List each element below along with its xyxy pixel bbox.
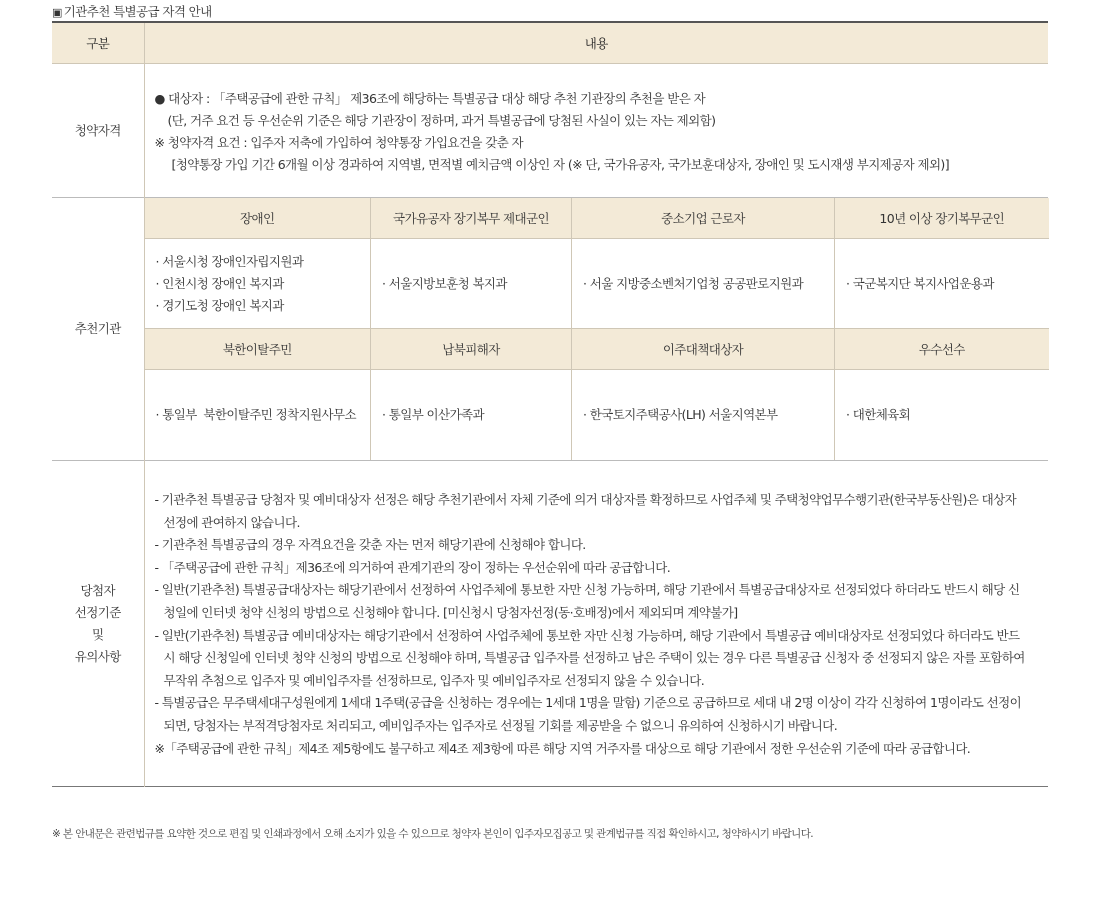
qualification-line: ● 대상자 : 「주택공급에 관한 규칙」 제36조에 해당하는 특별공급 대상 해당 추천 기관장의 추천을 받은 자 — [154, 91, 706, 106]
qualification-row — [52, 64, 1048, 198]
agency-cell — [835, 370, 1049, 461]
agency-cell — [371, 239, 572, 329]
agency-header: 우수선수 — [835, 329, 1049, 370]
agency-item: · 국군복지단 복지사업운용과 — [846, 275, 994, 291]
note-item: - 일반(기관추천) 특별공급대상자는 해당기관에서 선정하여 사업주체에 통보한 자만 신청 가능하며, 해당 기관에서 특별공급대상자로 선정되었다 하더라도 반드시 해당 신청일에 인터넷 청약 신청의 방법으로 신청해야 합니다. [미신청시 당첨자선정(동·호배정)에서 제외되며 계약불가] — [154, 582, 1020, 620]
agency-header-row — [145, 329, 1049, 370]
agencies-row — [52, 198, 1048, 461]
agency-body-row — [145, 370, 1049, 461]
agency-cell — [835, 239, 1049, 329]
agency-header: 이주대책대상자 — [572, 329, 835, 370]
agency-body-row — [145, 239, 1049, 329]
qualification-line: ※ 청약자격 요건 : 입주자 저축에 가입하여 청약통장 가입요건을 갖춘 자 — [154, 135, 524, 150]
section-title: 기관추천 특별공급 자격 안내 — [63, 4, 212, 19]
notes-content — [144, 461, 1048, 787]
notes-label-line: 당첨자 — [80, 582, 115, 598]
agency-cell — [572, 370, 835, 461]
agency-header: 장애인 — [145, 198, 371, 239]
agency-header: 납북피해자 — [371, 329, 572, 370]
notes-label-line: 선정기준 — [74, 604, 121, 620]
agency-cell — [371, 370, 572, 461]
agencies-inner-table — [145, 198, 1049, 460]
square-bullet-icon: ▣ — [52, 6, 62, 19]
agency-item: · 인천시청 장애인 복지과 — [155, 275, 284, 291]
agency-header: 국가유공자 장기복무 제대군인 — [371, 198, 572, 239]
header-category: 구분 — [52, 22, 144, 64]
note-item: - 특별공급은 무주택세대구성원에게 1세대 1주택(공급을 신청하는 경우에는 1세대 1명을 말함) 기준으로 공급하므로 세대 내 2명 이상이 각각 신청하여 1명이라도 선정이 되면, 당첨자는 부적격당첨자로 처리되고, 예비입주자는 입주자로 선정될 기회를 제공받을 수 없으니 유의하여 신청하시기 바랍니다. — [154, 695, 1022, 733]
agency-header: 중소기업 근로자 — [572, 198, 835, 239]
qualification-content — [144, 64, 1048, 198]
agency-cell — [145, 370, 371, 461]
notes-label — [52, 461, 144, 787]
note-item: - 기관추천 특별공급의 경우 자격요건을 갖춘 자는 먼저 해당기관에 신청해야 합니다. — [154, 537, 586, 553]
agency-header: 북한이탈주민 — [145, 329, 371, 370]
qualification-table — [52, 21, 1048, 787]
agency-cell — [145, 239, 371, 329]
agency-cell — [572, 239, 835, 329]
note-item: ※「주택공급에 관한 규칙」제4조 제5항에도 불구하고 제4조 제3항에 따른 해당 지역 거주자를 대상으로 해당 기관에서 정한 우선순위 기준에 따라 공급합니다. — [154, 740, 971, 756]
agency-header: 10년 이상 장기복무군인 — [835, 198, 1049, 239]
table-header-row — [52, 22, 1048, 64]
agency-item: · 서울 지방중소벤처기업청 공공판로지원과 — [583, 275, 804, 291]
agencies-label: 추천기관 — [52, 198, 144, 461]
note-item: - 일반(기관추천) 특별공급 예비대상자는 해당기관에서 선정하여 사업주체에 통보한 자만 신청 가능하며, 해당 기관에서 특별공급 예비대상자로 선정되었다 하더라도 반드시 해당 신청일에 인터넷 청약 신청의 방법으로 신청해야 하며, 특별공급 입주자를 선정하고 남은 주택이 있는 경우 다른 특별공급 신청자 중 선정되지 않은 자를 포함하여 무작위 추첨으로 입주자 및 예비입주자를 선정하므로, 입주자 및 예비입주자로 선정되지 않을 수 있습니다. — [154, 627, 1025, 688]
notes-label-line: 유의사항 — [74, 648, 121, 664]
note-item: - 「주택공급에 관한 규칙」제36조에 의거하여 관계기관의 장이 정하는 우선순위에 따라 공급합니다. — [154, 559, 671, 575]
agency-item: · 서울지방보훈청 복지과 — [382, 275, 507, 291]
qualification-line: [청약통장 가입 기간 6개월 이상 경과하여 지역별, 면적별 예치금액 이상인 자 (※ 단, 국가유공자, 국가보훈대상자, 장애인 및 도시재생 부지제공자 제외)] — [171, 157, 949, 172]
agency-item: · 경기도청 장애인 복지과 — [155, 297, 284, 313]
footnote: ※ 본 안내문은 관련법규를 요약한 것으로 편집 및 인쇄과정에서 오해 소지가 있을 수 있으므로 청약자 본인이 입주자모집공고 및 관계법규를 직접 확인하시고, 청약하시기 바랍니다. — [52, 828, 813, 840]
qualification-label: 청약자격 — [52, 64, 144, 198]
agency-header-row — [145, 198, 1049, 239]
section-heading — [52, 2, 212, 20]
notes-row — [52, 461, 1048, 787]
agency-item: · 통일부 이산가족과 — [382, 407, 484, 422]
notes-label-line: 및 — [92, 626, 104, 642]
qualification-line: (단, 거주 요건 등 우선순위 기준은 해당 기관장이 정하며, 과거 특별공급에 당첨된 사실이 있는 자는 제외함) — [167, 113, 716, 128]
agency-item: · 통일부 북한이탈주민 정착지원사무소 — [155, 407, 356, 422]
agency-item: · 서울시청 장애인자립지원과 — [155, 253, 304, 269]
note-item: - 기관추천 특별공급 당첨자 및 예비대상자 선정은 해당 추천기관에서 자체 기준에 의거 대상자를 확정하므로 사업주체 및 주택청약업무수행기관(한국부동산원)은 대상자 선정에 관여하지 않습니다. — [154, 492, 1017, 530]
header-content: 내용 — [144, 22, 1048, 64]
agency-item: · 대한체육회 — [846, 407, 911, 422]
agencies-content — [144, 198, 1048, 461]
agency-item: · 한국토지주택공사(LH) 서울지역본부 — [583, 407, 778, 422]
